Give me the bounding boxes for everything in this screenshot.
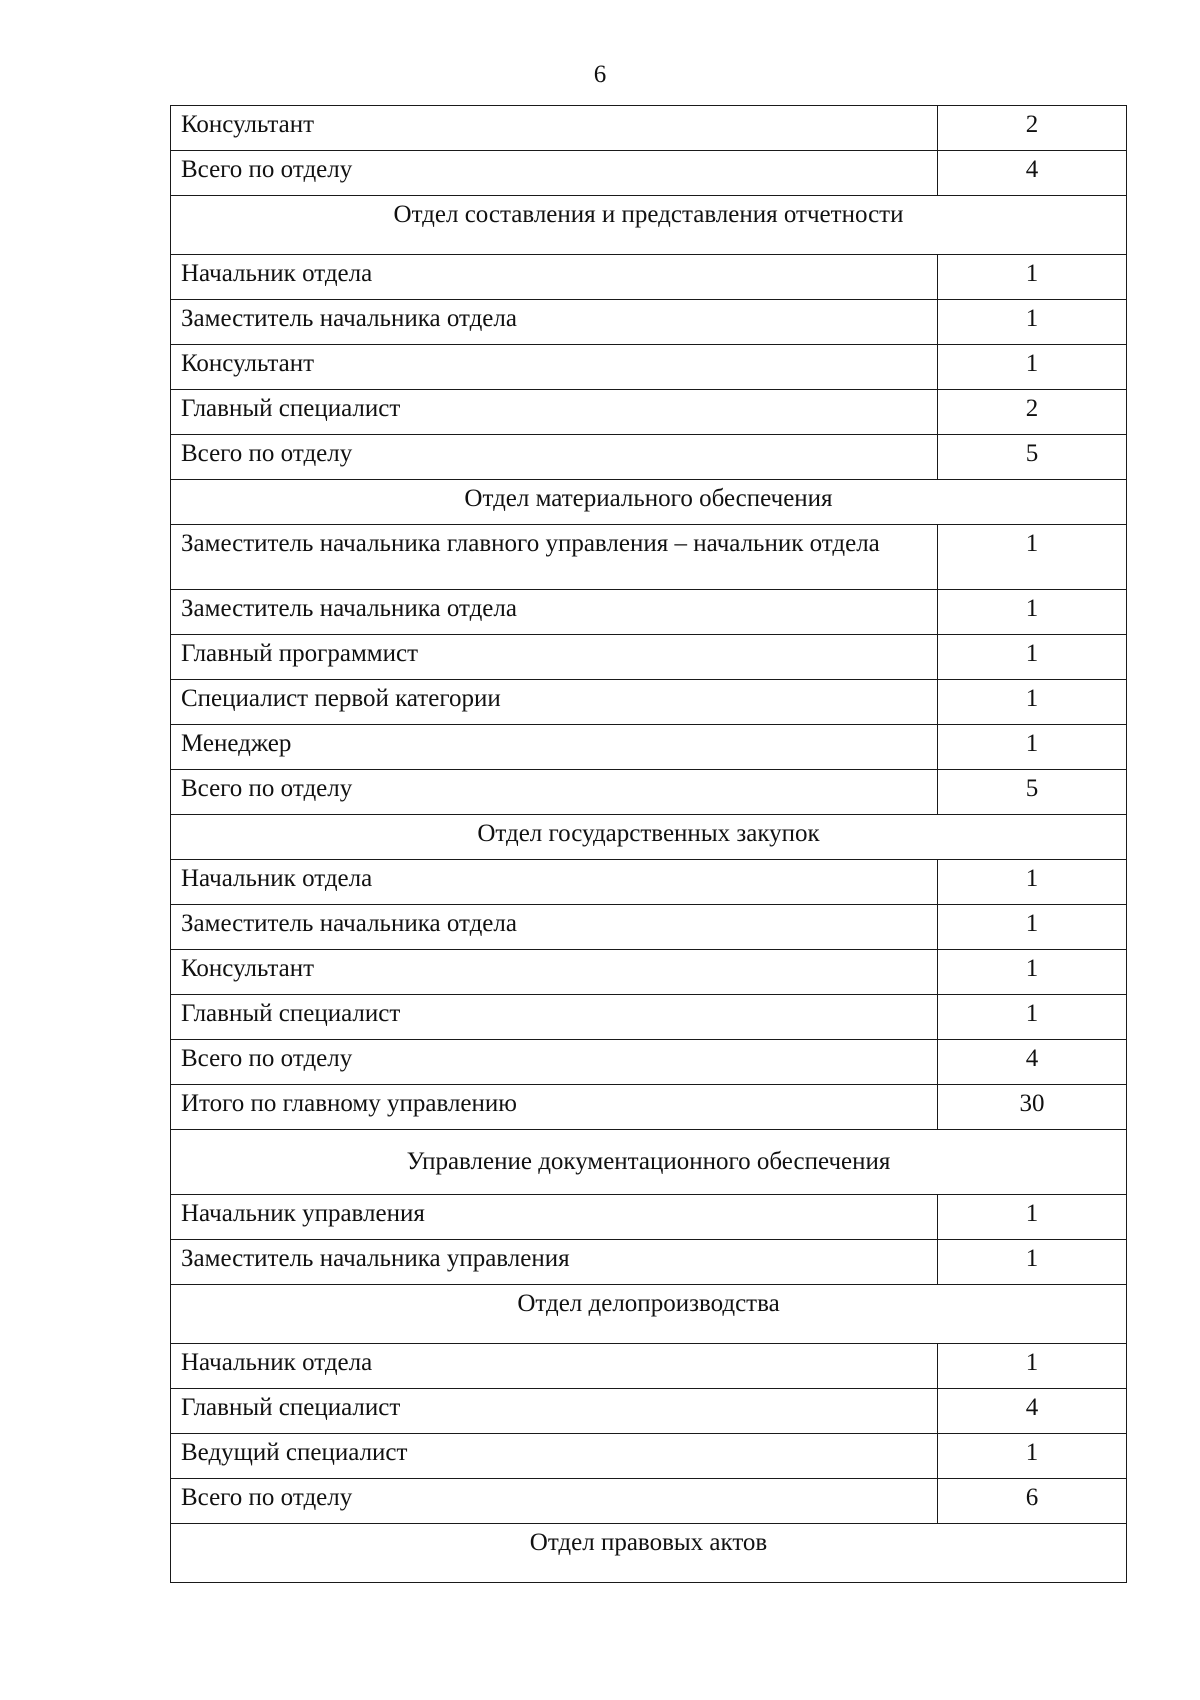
staffing-table-body (171, 106, 1127, 1583)
section-header-row (171, 196, 1127, 255)
staff-count: 6 (938, 1479, 1127, 1524)
table-row (171, 300, 1127, 345)
staff-count: 1 (938, 680, 1127, 725)
position-title: Всего по отделу (171, 1479, 938, 1524)
position-title: Главный специалист (171, 390, 938, 435)
position-title: Консультант (171, 345, 938, 390)
staff-count: 4 (938, 1040, 1127, 1085)
position-title: Консультант (171, 950, 938, 995)
position-title: Консультант (171, 106, 938, 151)
position-title: Специалист первой категории (171, 680, 938, 725)
section-header-row (171, 1285, 1127, 1344)
staff-count: 1 (938, 300, 1127, 345)
table-row (171, 635, 1127, 680)
staff-count: 2 (938, 106, 1127, 151)
position-title: Главный программист (171, 635, 938, 680)
position-title: Менеджер (171, 725, 938, 770)
staff-count: 5 (938, 770, 1127, 815)
page-number: 6 (593, 61, 607, 88)
position-title: Главный специалист (171, 1389, 938, 1434)
staff-count: 1 (938, 255, 1127, 300)
table-row (171, 950, 1127, 995)
section-title: Управление документационного обеспечения (171, 1130, 1127, 1195)
table-row (171, 106, 1127, 151)
staff-count: 1 (938, 860, 1127, 905)
staff-count: 1 (938, 995, 1127, 1040)
staff-count: 4 (938, 151, 1127, 196)
position-title: Начальник управления (171, 1195, 938, 1240)
section-title: Отдел делопроизводства (171, 1285, 1127, 1344)
table-row (171, 1085, 1127, 1130)
position-title: Итого по главному управлению (171, 1085, 938, 1130)
staff-count: 1 (938, 345, 1127, 390)
staff-count: 2 (938, 390, 1127, 435)
table-row (171, 860, 1127, 905)
staff-count: 5 (938, 435, 1127, 480)
table-row (171, 255, 1127, 300)
position-title: Заместитель начальника главного управления – начальник отдела (171, 525, 938, 590)
staff-count: 1 (938, 950, 1127, 995)
section-header-row (171, 1130, 1127, 1195)
position-title: Заместитель начальника отдела (171, 590, 938, 635)
table-row (171, 1344, 1127, 1389)
table-row (171, 725, 1127, 770)
table-row (171, 1389, 1127, 1434)
section-title: Отдел составления и представления отчетности (171, 196, 1127, 255)
staff-count: 1 (938, 1434, 1127, 1479)
table-row (171, 345, 1127, 390)
staff-count: 1 (938, 635, 1127, 680)
position-title: Заместитель начальника отдела (171, 300, 938, 345)
table-row (171, 995, 1127, 1040)
table-row (171, 1434, 1127, 1479)
position-title: Начальник отдела (171, 1344, 938, 1389)
staffing-table (170, 105, 1127, 1583)
table-row (171, 1479, 1127, 1524)
position-title: Всего по отделу (171, 770, 938, 815)
table-row (171, 770, 1127, 815)
position-title: Всего по отделу (171, 435, 938, 480)
staff-count: 1 (938, 905, 1127, 950)
position-title: Всего по отделу (171, 1040, 938, 1085)
table-row (171, 1040, 1127, 1085)
section-header-row (171, 480, 1127, 525)
table-row (171, 680, 1127, 725)
section-header-row (171, 815, 1127, 860)
table-row (171, 525, 1127, 590)
position-title: Всего по отделу (171, 151, 938, 196)
position-title: Заместитель начальника управления (171, 1240, 938, 1285)
staff-count: 1 (938, 590, 1127, 635)
staff-count: 4 (938, 1389, 1127, 1434)
position-title: Начальник отдела (171, 255, 938, 300)
position-title: Заместитель начальника отдела (171, 905, 938, 950)
section-title: Отдел правовых актов (171, 1524, 1127, 1583)
table-row (171, 905, 1127, 950)
table-row (171, 151, 1127, 196)
table-row (171, 390, 1127, 435)
section-header-row (171, 1524, 1127, 1583)
table-row (171, 590, 1127, 635)
position-title: Ведущий специалист (171, 1434, 938, 1479)
staff-count: 1 (938, 525, 1127, 590)
table-row (171, 1240, 1127, 1285)
staff-count: 30 (938, 1085, 1127, 1130)
table-row (171, 435, 1127, 480)
position-title: Главный специалист (171, 995, 938, 1040)
table-row (171, 1195, 1127, 1240)
staff-count: 1 (938, 725, 1127, 770)
staff-count: 1 (938, 1195, 1127, 1240)
position-title: Начальник отдела (171, 860, 938, 905)
section-title: Отдел государственных закупок (171, 815, 1127, 860)
section-title: Отдел материального обеспечения (171, 480, 1127, 525)
staff-count: 1 (938, 1344, 1127, 1389)
staff-count: 1 (938, 1240, 1127, 1285)
